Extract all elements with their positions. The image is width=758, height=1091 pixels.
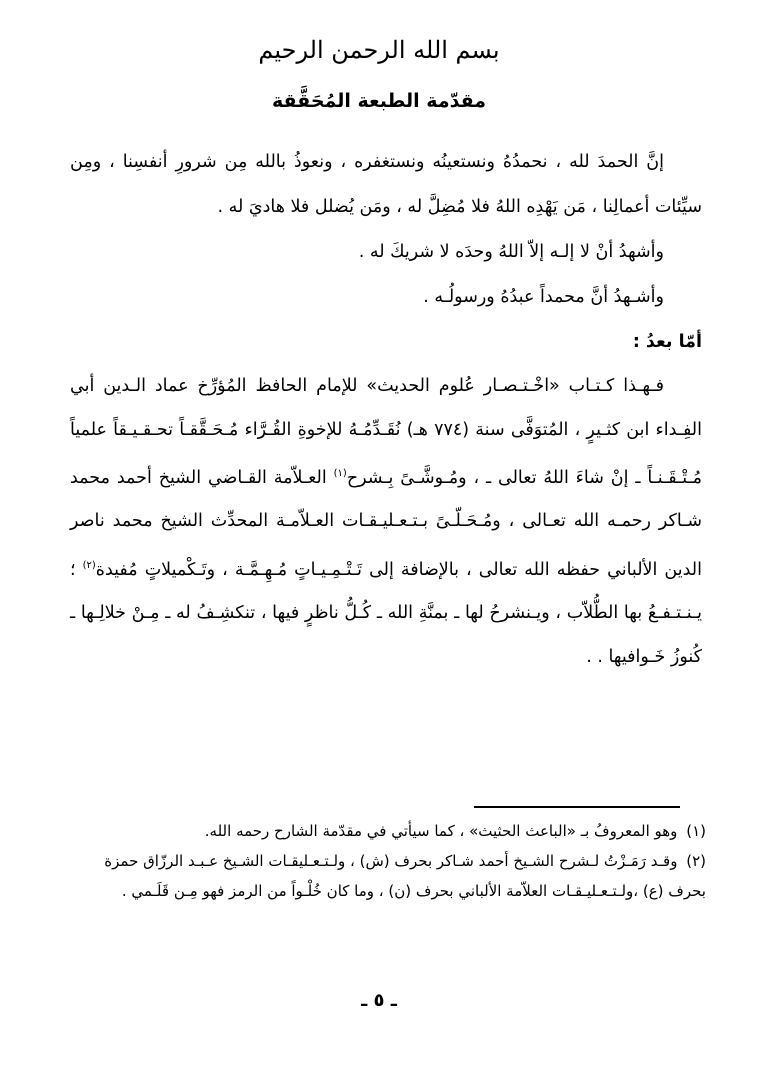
page-title: مقدّمة الطبعة المُحَقَّقة: [271, 90, 487, 112]
main-text-part-1: فـهـذا كـتـاب «اخْـتـصـار عُلوم الحديث» للإمام الحافظ المُؤرِّخ عماد الـدين أبي الفِـداء ابن كثـيرٍ ، المُتوَفَّى سنة (٧٧٤ هـ) نُقَـدِّمُـهُ للإخوةِ القُـرَّاء مُـحَـقَّقـاً تحـقـيـقاً علمياً مُـتْـقَـنـاً ـ إنْ شاءَ اللهُ تعالى ـ ، ومُـوشَّـىً بِـشرح: [70, 376, 702, 488]
footnotes: [64, 816, 706, 906]
paragraph-main: [70, 365, 702, 679]
footnote-marker-2: (٢): [82, 559, 96, 571]
paragraph-shahada-2: وأشـهدُ أنَّ محمداً عبدُهُ ورسولُـه .: [423, 287, 664, 307]
footnote-separator: [474, 806, 680, 808]
basmala-calligraphy: بسم الله الرحمن الرحيم: [258, 36, 500, 64]
footnote-1: [64, 816, 706, 846]
footnote-2-text: وقـد رَمَـزْتُ لـشرح الشـيخ أحمد شـاكر بحرف (ش) ، ولـتـعـليقـات الشـيخ عـبـد الرزّاق حمزة بحرف (ع) ،ولـتـعـليـقـات العلاّمة الألباني بحرف (ن) ، وما كان خُلْـواً من الرمز فهو مِـن قَلَـمي .: [104, 852, 706, 900]
footnote-marker-1: (١): [333, 468, 347, 479]
main-text-part-3: ؛ يـنـتـفـعُ بها الطُّلاّب ، ويـنشرحُ لها ـ بمنَّةِ الله ـ كُـلُّ ناظرٍ فيها ، تنكشِـفُ له ـ مِـنْ خلالِـها ـ كُنوزُ خَـوافيها . .: [70, 559, 702, 667]
footnote-1-number: (١): [686, 822, 706, 840]
main-text: [70, 140, 702, 679]
main-text-part-2: العـلاّمة القـاضي الشيخ أحمد محمد شـاكر رحمـه الله تعـالى ، ومُـحَـلّـىً بـتـعـليـقـات العـلاّمـة المحدِّث الشيخ محمد ناصر الدين الألباني حفظه الله تعالى ، بالإضافة إلى تَـتْـمِـيـاتٍ مُـهِـمَّـة ، وتَـكْميلاتٍ مُفيدة: [70, 467, 702, 580]
footnote-1-text: وهو المعروفُ بـ «الباعث الحثيث» ، كما سيأتي في مقدّمة الشارح رحمه الله.: [204, 822, 678, 840]
amma-bad-heading: أمّا بعدُ :: [632, 332, 702, 352]
footnote-2: [64, 846, 706, 906]
paragraph-opening: إنَّ الحمدَ لله ، نحمدُهُ ونستعينُه ونستغفره ، ونعوذُ بالله مِن شرورِ أنفسِنا ، ومِن سيِّئات أعمالِنا ، مَن يَهْدِه اللهُ فلا مُضِلَّ له ، ومَن يُضلل فلا هاديَ له .: [70, 152, 702, 217]
footnote-2-number: (٢): [686, 852, 706, 870]
page-number: ـ ٥ ـ: [361, 990, 397, 1011]
paragraph-shahada-1: وأشهدُ أنْ لا إلـه إلاّ اللهُ وحدَه لا شريكَ له .: [358, 242, 664, 262]
